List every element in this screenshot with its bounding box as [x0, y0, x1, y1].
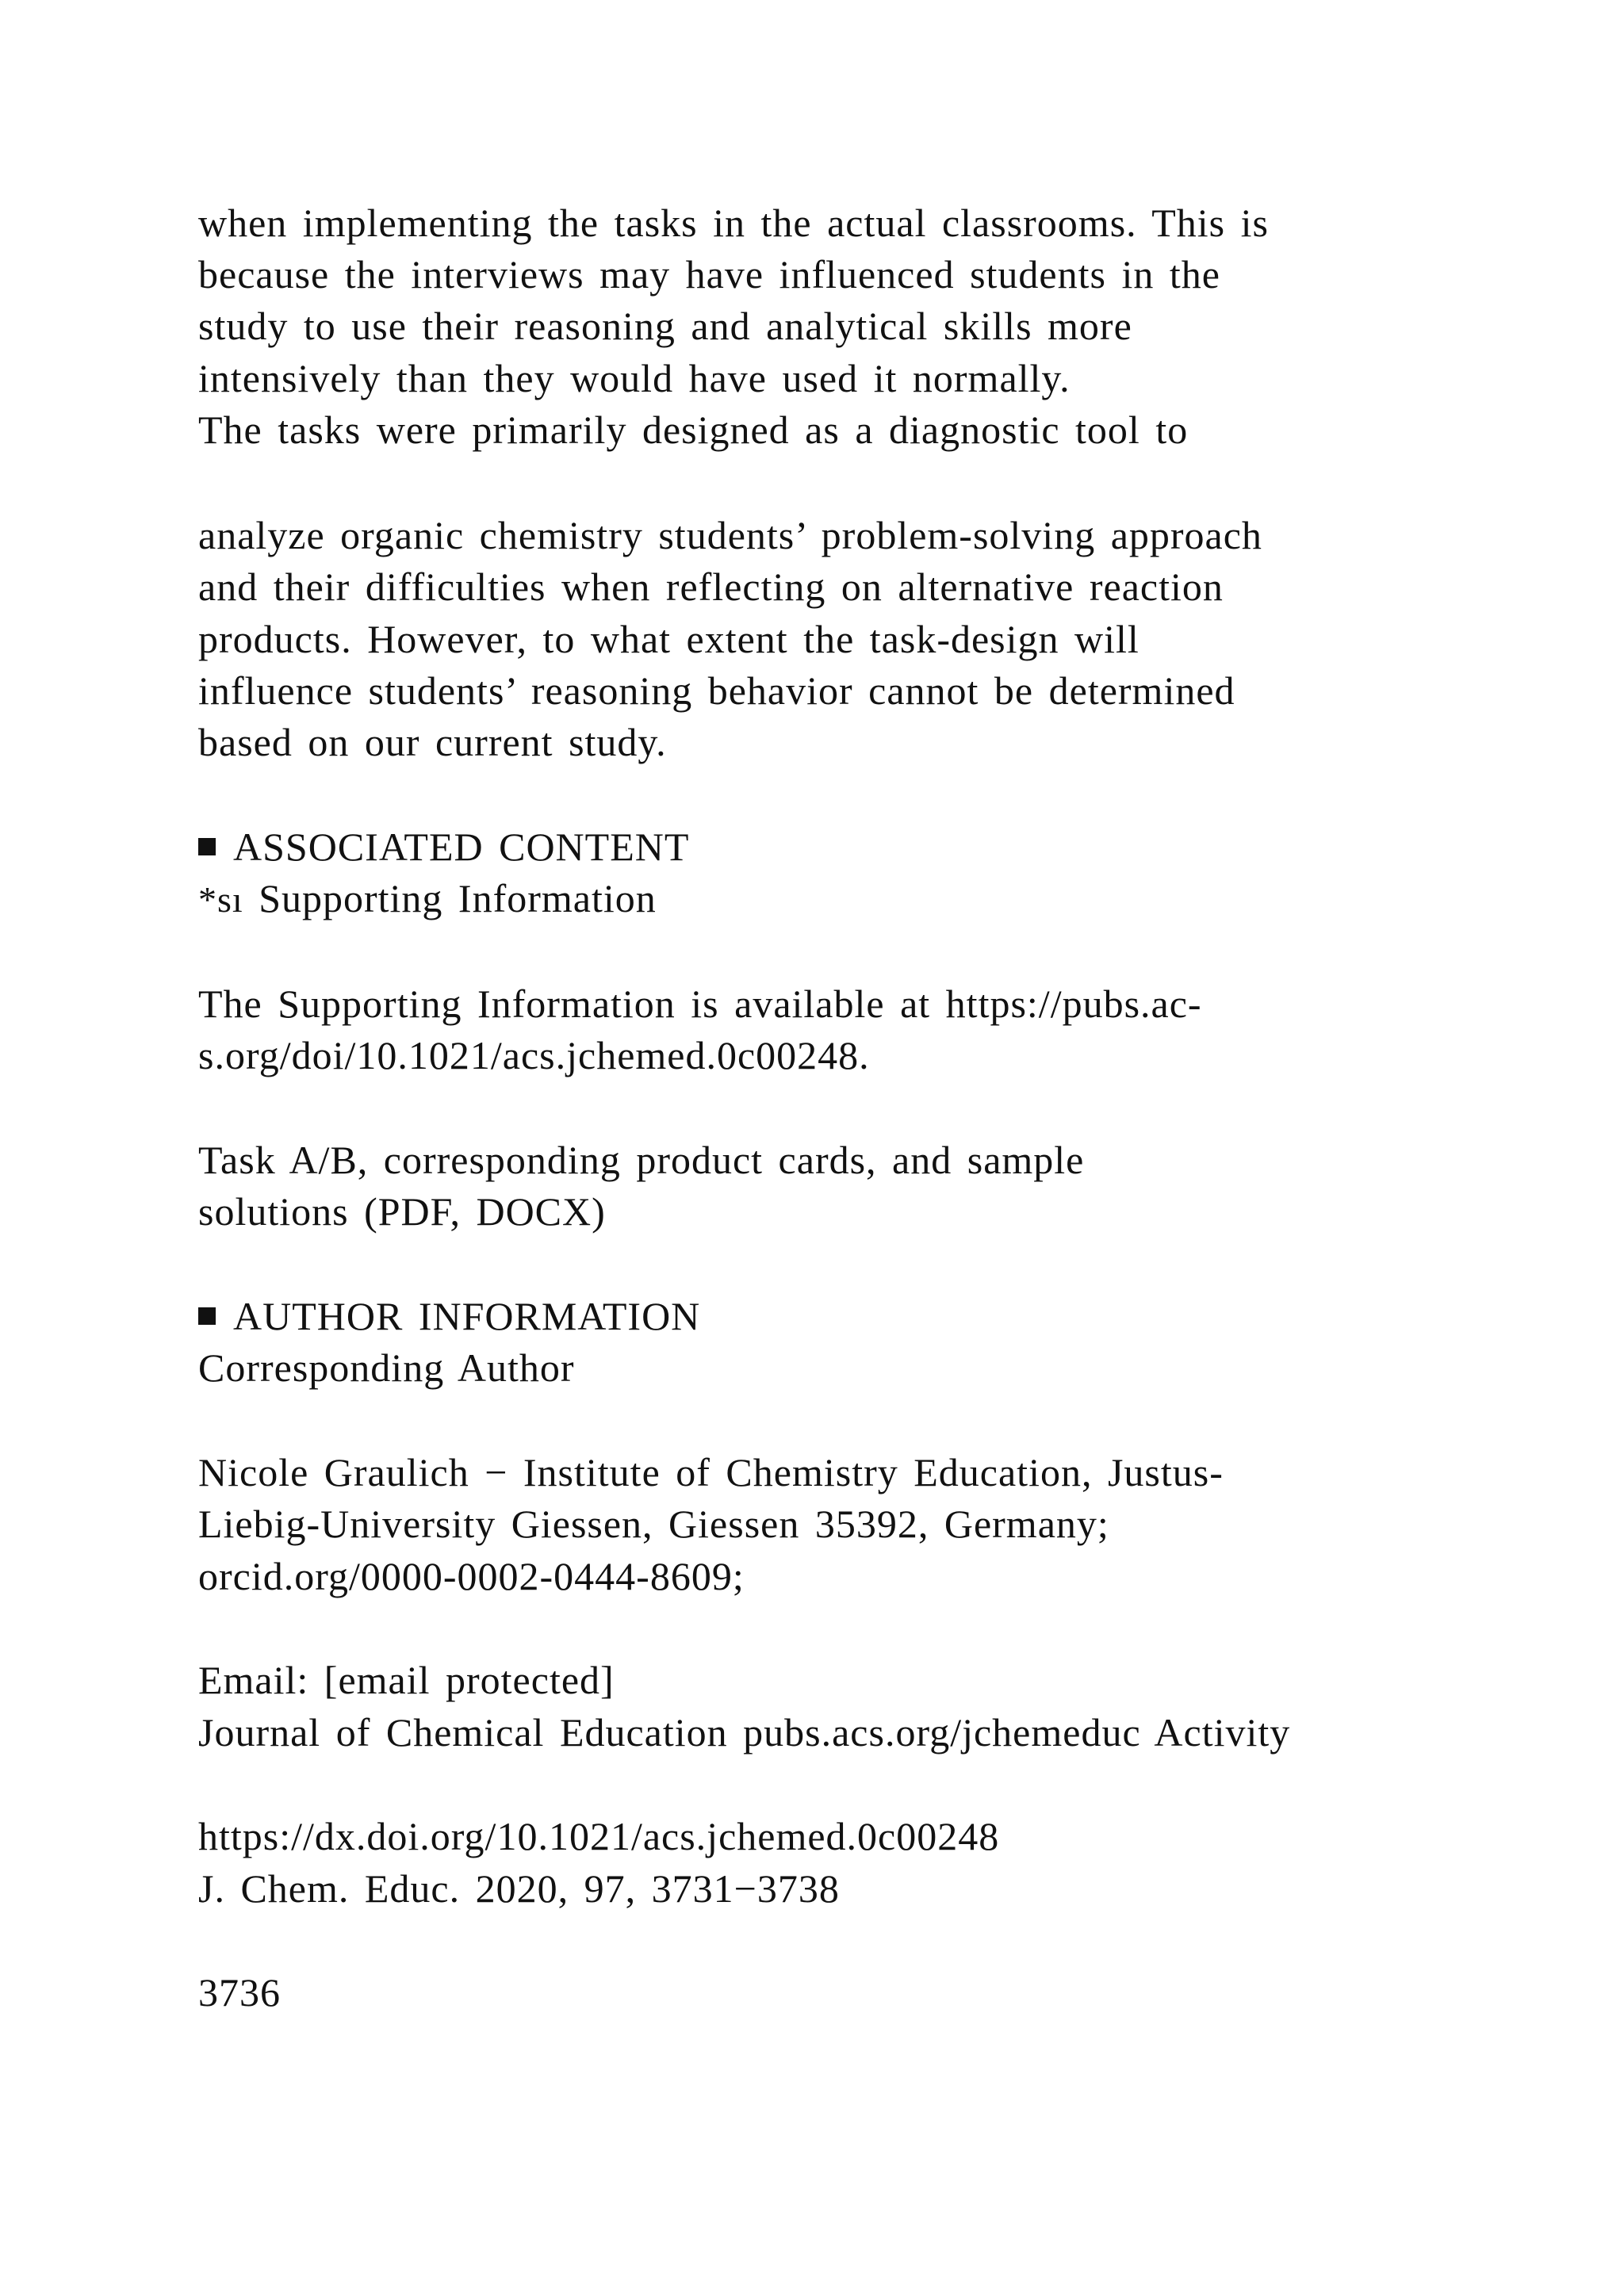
section-heading-associated-content — [198, 821, 689, 873]
author-affiliation-line: Nicole Graulich − Institute of Chemistry Education, Justus- — [198, 1450, 1224, 1494]
si-availability-line: The Supporting Information is available at https://pubs.ac- — [198, 982, 1202, 1026]
supporting-info-mark: *sı — [198, 879, 243, 920]
body-text-line: intensively than they would have used it normally. — [198, 356, 1071, 400]
author-orcid: orcid.org/0000-0002-0444-8609; — [198, 1554, 745, 1598]
citation-line: J. Chem. Educ. 2020, 97, 3731−3738 — [198, 1866, 840, 1911]
square-bullet-icon — [198, 838, 216, 855]
body-text-line: products. However, to what extent the task-design will — [198, 617, 1139, 661]
si-files-line: solutions (PDF, DOCX) — [198, 1189, 606, 1234]
square-bullet-icon — [198, 1307, 216, 1325]
author-email: Email: [email protected] — [198, 1658, 615, 1702]
supporting-information-subheading — [198, 872, 657, 926]
body-text-line: based on our current study. — [198, 720, 667, 764]
body-text-line: analyze organic chemistry students’ problem-solving approach — [198, 513, 1262, 557]
body-text-line: study to use their reasoning and analytical skills more — [198, 304, 1132, 348]
author-affiliation-line: Liebig-University Giessen, Giessen 35392, Germany; — [198, 1502, 1109, 1546]
body-text-line: when implementing the tasks in the actual classrooms. This is — [198, 201, 1269, 245]
si-availability-line: s.org/doi/10.1021/acs.jchemed.0c00248. — [198, 1033, 870, 1077]
body-text-line: The tasks were primarily designed as a diagnostic tool to — [198, 408, 1189, 452]
page-number: 3736 — [198, 1970, 281, 2015]
section-heading-author-information — [198, 1290, 700, 1342]
corresponding-author-subheading: Corresponding Author — [198, 1345, 575, 1390]
section-heading-label: ASSOCIATED CONTENT — [233, 825, 690, 869]
body-text-line: influence students’ reasoning behavior cannot be determined — [198, 668, 1235, 713]
doi-link: https://dx.doi.org/10.1021/acs.jchemed.0c00248 — [198, 1814, 1000, 1858]
journal-line: Journal of Chemical Education pubs.acs.org/jchemeduc Activity — [198, 1710, 1291, 1755]
si-files-line: Task A/B, corresponding product cards, and sample — [198, 1138, 1085, 1182]
body-text-line: because the interviews may have influenced students in the — [198, 252, 1220, 297]
section-heading-label: AUTHOR INFORMATION — [233, 1294, 701, 1338]
body-text-line: and their difficulties when reflecting on alternative reaction — [198, 564, 1224, 609]
supporting-info-label: Supporting Information — [259, 876, 657, 920]
